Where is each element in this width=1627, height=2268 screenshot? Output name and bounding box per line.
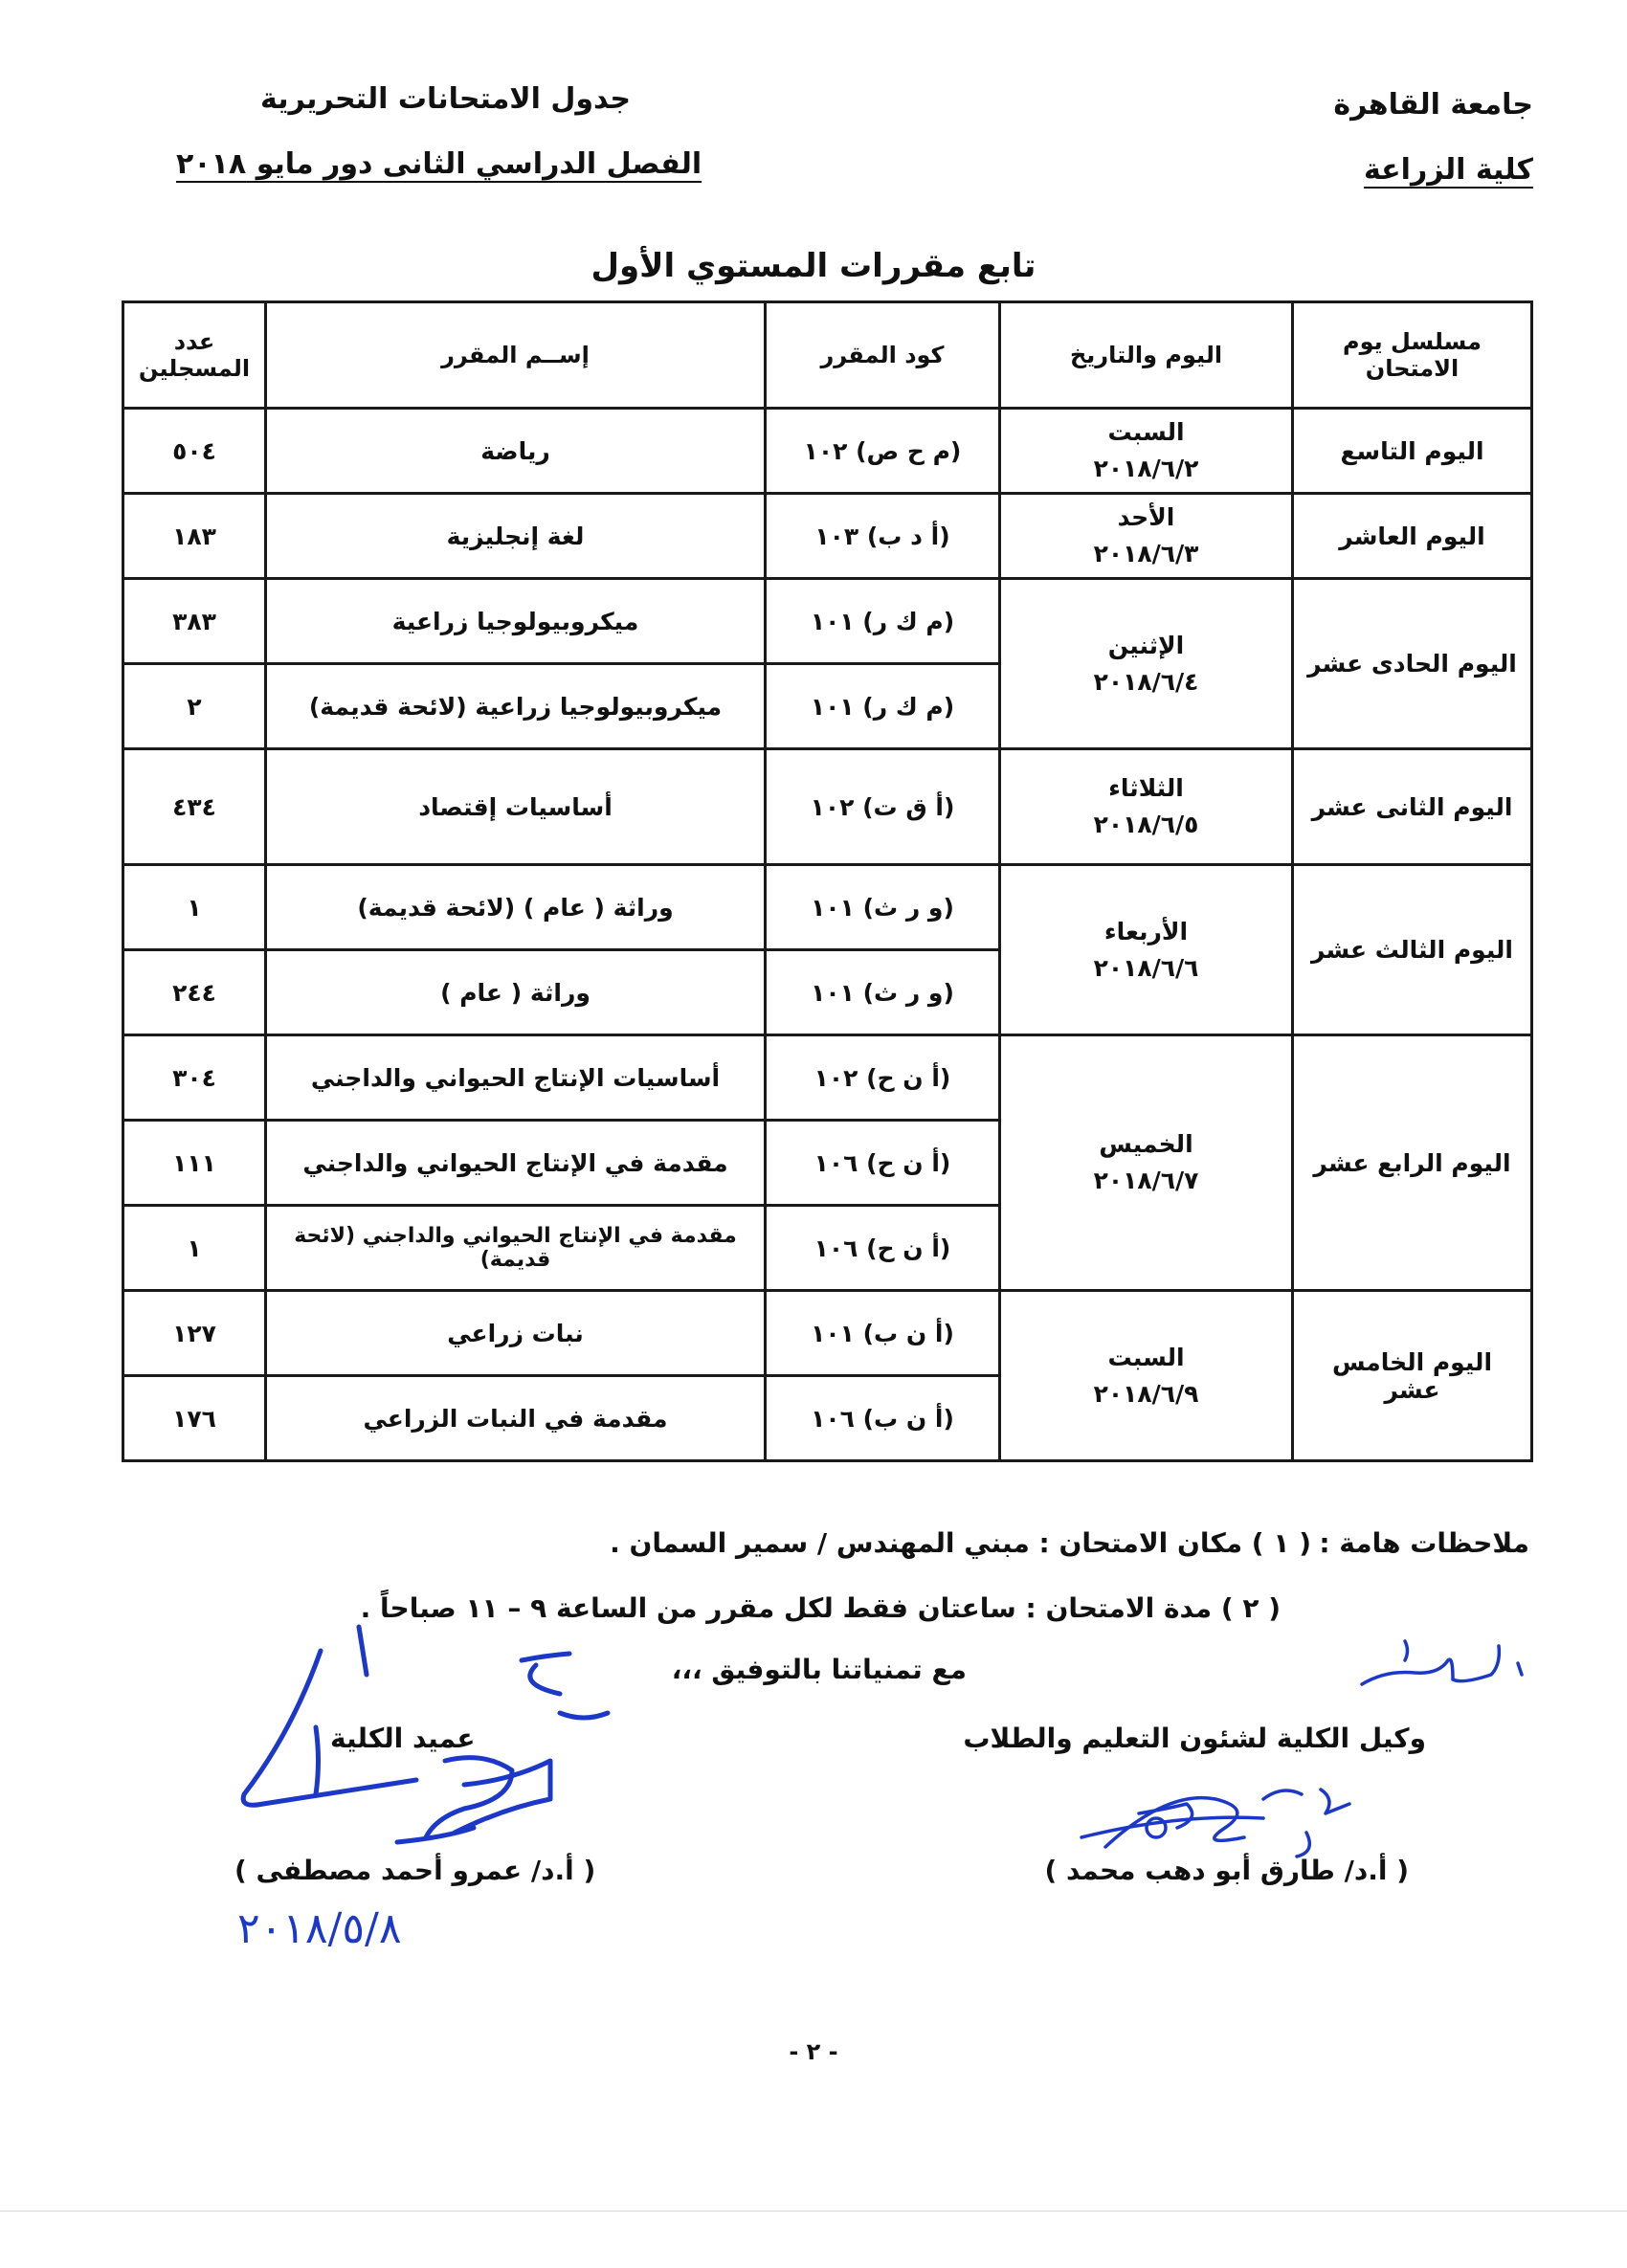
day-date-cell <box>1000 494 1293 579</box>
registered-count-cell: ٤٣٤ <box>123 749 266 865</box>
table-row <box>123 749 1532 865</box>
course-name-cell: ميكروبيولوجيا زراعية <box>266 579 766 664</box>
course-name-cell: أساسيات إقتصاد <box>266 749 766 865</box>
course-name-cell: مقدمة في الإنتاج الحيواني والداجني <box>266 1121 766 1206</box>
weekday: الإثنين <box>1107 631 1185 659</box>
day-date-cell <box>1000 1291 1293 1461</box>
day-date-cell <box>1000 1035 1293 1291</box>
exam-date: ٢٠١٨/٦/٥ <box>1093 811 1199 838</box>
exam-day-cell: اليوم الثالث عشر <box>1293 865 1532 1035</box>
course-name-cell: أساسيات الإنتاج الحيواني والداجني <box>266 1035 766 1121</box>
table-row <box>123 1291 1532 1376</box>
university-name: جامعة القاهرة <box>1333 88 1533 122</box>
faculty-name: كلية الزراعة <box>1363 153 1533 187</box>
semester-line: الفصل الدراسي الثانى دور مايو ٢٠١٨ <box>176 147 702 181</box>
registered-count-cell: ٣٠٤ <box>123 1035 266 1121</box>
col-header-day-date: اليوم والتاريخ <box>1000 302 1293 409</box>
course-code-cell: (م ك ر) ١٠١ <box>766 664 1000 749</box>
table-header-row <box>123 302 1532 409</box>
vice-dean-signature <box>1062 1761 1369 1876</box>
table-row <box>123 579 1532 664</box>
bottom-rule <box>0 2211 1627 2212</box>
registered-count-cell: ١٨٣ <box>123 494 266 579</box>
exam-date: ٢٠١٨/٦/٧ <box>1093 1167 1199 1194</box>
day-date-cell <box>1000 579 1293 749</box>
course-code-cell: (م ح ص) ١٠٢ <box>766 409 1000 494</box>
initials-mark <box>1348 1627 1539 1703</box>
weekday: السبت <box>1107 418 1185 446</box>
course-code-cell: (أ ن ح) ١٠٢ <box>766 1035 1000 1121</box>
handwritten-date: ٢٠١٨/٥/٨ <box>237 1904 402 1953</box>
registered-count-cell: ٢٤٤ <box>123 950 266 1035</box>
closing-greeting: مع تمنياتنا بالتوفيق ،،، <box>671 1654 967 1685</box>
registered-count-cell: ٥٠٤ <box>123 409 266 494</box>
course-name-cell: نبات زراعي <box>266 1291 766 1376</box>
table-row <box>123 494 1532 579</box>
course-code-cell: (أ ن ح) ١٠٦ <box>766 1121 1000 1206</box>
exam-day-cell: اليوم الثانى عشر <box>1293 749 1532 865</box>
registered-count-cell: ١ <box>123 1206 266 1291</box>
exam-date: ٢٠١٨/٦/٩ <box>1093 1379 1199 1408</box>
course-code-cell: (أ ن ب) ١٠١ <box>766 1291 1000 1376</box>
course-name-cell: ميكروبيولوجيا زراعية (لائحة قديمة) <box>266 664 766 749</box>
course-name-cell: رياضة <box>266 409 766 494</box>
schedule-title: جدول الامتحانات التحريرية <box>260 82 631 116</box>
course-name-cell: مقدمة في النبات الزراعي <box>266 1376 766 1461</box>
weekday: الأحد <box>1117 503 1175 531</box>
course-code-cell: (و ر ث) ١٠١ <box>766 865 1000 950</box>
exam-day-cell: اليوم العاشر <box>1293 494 1532 579</box>
weekday: السبت <box>1107 1343 1185 1371</box>
registered-count-cell: ١٢٧ <box>123 1291 266 1376</box>
exam-day-cell: اليوم الخامس عشر <box>1293 1291 1532 1461</box>
table-row <box>123 1035 1532 1121</box>
page-number: - ٢ - <box>789 2038 838 2065</box>
vice-dean-title: وكيل الكلية لشئون التعليم والطلاب <box>963 1723 1426 1754</box>
dean-title: عميد الكلية <box>330 1723 476 1754</box>
page-title: تابع مقررات المستوي الأول <box>591 247 1036 285</box>
weekday: الأربعاء <box>1103 917 1189 945</box>
course-code-cell: (و ر ث) ١٠١ <box>766 950 1000 1035</box>
registered-count-cell: ١٧٦ <box>123 1376 266 1461</box>
vice-dean-name: ( أ.د/ طارق أبو دهب محمد ) <box>1044 1855 1409 1886</box>
registered-count-cell: ١ <box>123 865 266 950</box>
course-code-cell: (أ ن ح) ١٠٦ <box>766 1206 1000 1291</box>
course-name-cell: لغة إنجليزية <box>266 494 766 579</box>
registered-count-cell: ٢ <box>123 664 266 749</box>
course-code-cell: (م ك ر) ١٠١ <box>766 579 1000 664</box>
day-date-cell <box>1000 865 1293 1035</box>
table-row <box>123 409 1532 494</box>
dean-name: ( أ.د/ عمرو أحمد مصطفى ) <box>234 1855 596 1886</box>
notes-label: ملاحظات هامة : <box>1319 1527 1529 1559</box>
col-header-registered-line1: عدد <box>173 328 215 355</box>
course-name-cell: وراثة ( عام ) (لائحة قديمة) <box>266 865 766 950</box>
course-code-cell: (أ ن ب) ١٠٦ <box>766 1376 1000 1461</box>
exam-date: ٢٠١٨/٦/٣ <box>1093 540 1199 567</box>
registered-count-cell: ١١١ <box>123 1121 266 1206</box>
exam-schedule-table <box>122 300 1533 1462</box>
exam-date: ٢٠١٨/٦/٦ <box>1093 953 1199 982</box>
course-name-cell: مقدمة في الإنتاج الحيواني والداجني (لائحة قديمة) <box>266 1206 766 1291</box>
day-date-cell <box>1000 409 1293 494</box>
exam-day-cell: اليوم الرابع عشر <box>1293 1035 1532 1291</box>
exam-day-cell: اليوم التاسع <box>1293 409 1532 494</box>
table-row <box>123 865 1532 950</box>
day-date-cell <box>1000 749 1293 865</box>
note-exam-location: ( ١ ) مكان الامتحان : مبني المهندس / سمير السمان . <box>610 1527 1311 1559</box>
exam-day-cell: اليوم الحادى عشر <box>1293 579 1532 749</box>
col-header-course-name: إســم المقرر <box>266 302 766 409</box>
exam-date: ٢٠١٨/٦/٢ <box>1093 455 1199 482</box>
dean-signature <box>225 1617 627 1866</box>
note-exam-duration: ( ٢ ) مدة الامتحان : ساعتان فقط لكل مقرر من الساعة ٩ – ١١ صباحاً . <box>360 1592 1281 1624</box>
course-name-cell: وراثة ( عام ) <box>266 950 766 1035</box>
weekday: الخميس <box>1099 1130 1193 1158</box>
exam-date: ٢٠١٨/٦/٤ <box>1093 667 1199 696</box>
col-header-course-code: كود المقرر <box>766 302 1000 409</box>
registered-count-cell: ٣٨٣ <box>123 579 266 664</box>
course-code-cell: (أ ق ت) ١٠٢ <box>766 749 1000 865</box>
col-header-exam-day: مسلسل يوم الامتحان <box>1293 302 1532 409</box>
weekday: الثلاثاء <box>1108 774 1184 802</box>
course-code-cell: (أ د ب) ١٠٣ <box>766 494 1000 579</box>
col-header-registered <box>123 302 266 409</box>
col-header-registered-line2: المسجلين <box>138 355 251 382</box>
